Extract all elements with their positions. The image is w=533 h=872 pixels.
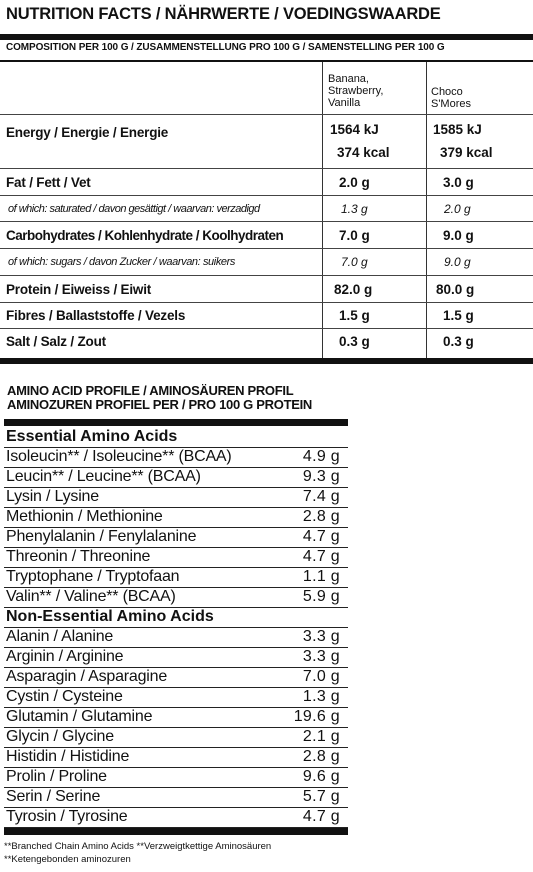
amino-acid-name: Methionin / Methionine <box>6 508 163 525</box>
amino-acid-value: 5.7 g <box>302 788 340 805</box>
amino-acid-row <box>4 487 348 508</box>
amino-acid-value: 3.3 g <box>302 628 340 645</box>
amino-acid-value: 3.3 g <box>302 648 340 665</box>
row-label: Carbohydrates / Kohlenhydrate / Koolhydraten <box>6 228 284 243</box>
amino-acid-name: Tryptophane / Tryptofaan <box>6 568 180 585</box>
amino-acid-name: Valin** / Valine** (BCAA) <box>6 588 176 605</box>
amino-acid-name: Serin / Serine <box>6 788 101 805</box>
row-label: Fibres / Ballaststoffe / Vezels <box>6 308 186 323</box>
amino-acid-value: 7.0 g <box>302 668 340 685</box>
essential-heading: Essential Amino Acids <box>4 427 348 448</box>
energy-kj-col1: 1564 kJ <box>330 122 379 137</box>
amino-acid-row <box>4 807 348 828</box>
thick-rule <box>0 358 533 364</box>
row-label: Protein / Eiweiss / Eiwit <box>6 282 152 297</box>
row-label: Energy / Energie / Energie <box>6 125 169 140</box>
value-col2: 80.0 g <box>436 282 475 297</box>
amino-acid-name: Histidin / Histidine <box>6 748 130 765</box>
amino-acid-value: 9.6 g <box>302 768 340 785</box>
amino-acid-row <box>4 627 348 648</box>
energy-kj-col2: 1585 kJ <box>433 122 482 137</box>
rule <box>0 221 533 222</box>
amino-acid-name: Lysin / Lysine <box>6 488 99 505</box>
rule <box>0 248 533 249</box>
rule <box>0 114 533 115</box>
amino-acid-value: 1.3 g <box>302 688 340 705</box>
thick-rule <box>4 828 348 835</box>
amino-acid-row <box>4 727 348 748</box>
amino-acid-row <box>4 767 348 788</box>
value-col1: 7.0 g <box>339 228 370 243</box>
column-header-choco: Choco S'Mores <box>431 86 471 110</box>
energy-kcal-col2: 379 kcal <box>440 145 493 160</box>
nutrition-subtitle: COMPOSITION PER 100 G / ZUSAMMENSTELLUNG PRO 100 G / SAMENSTELLING PER 100 G <box>6 42 445 53</box>
rule <box>0 328 533 329</box>
amino-acid-row <box>4 547 348 568</box>
rule <box>0 195 533 196</box>
amino-acid-value: 4.7 g <box>302 808 340 825</box>
value-col1: 82.0 g <box>334 282 373 297</box>
value-col1: 1.5 g <box>339 308 370 323</box>
amino-acid-row <box>4 747 348 768</box>
nutrition-title: NUTRITION FACTS / NÄHRWERTE / VOEDINGSWAARDE <box>6 5 441 23</box>
value-col2: 9.0 g <box>443 228 474 243</box>
rule <box>0 275 533 276</box>
thick-rule <box>4 419 348 426</box>
row-label: of which: saturated / davon gesättigt / waarvan: verzadigd <box>8 203 260 215</box>
amino-acid-name: Cystin / Cysteine <box>6 688 123 705</box>
amino-acid-value: 4.7 g <box>302 548 340 565</box>
amino-acid-name: Leucin** / Leucine** (BCAA) <box>6 468 201 485</box>
amino-acid-row <box>4 787 348 808</box>
value-col1: 7.0 g <box>341 255 368 269</box>
footnote: **Ketengebonden aminozuren <box>4 854 131 865</box>
value-col1: 2.0 g <box>339 175 370 190</box>
amino-acid-row <box>4 687 348 708</box>
amino-acid-name: Threonin / Threonine <box>6 548 151 565</box>
amino-acid-name: Glycin / Glycine <box>6 728 114 745</box>
column-header-banana: Banana, Strawberry, Vanilla <box>328 73 384 109</box>
value-col2: 1.5 g <box>443 308 474 323</box>
amino-acid-name: Arginin / Arginine <box>6 648 124 665</box>
amino-acid-name: Prolin / Proline <box>6 768 107 785</box>
amino-acid-row <box>4 667 348 688</box>
amino-acid-value: 2.8 g <box>302 508 340 525</box>
amino-acid-row <box>4 507 348 528</box>
amino-acid-value: 2.8 g <box>302 748 340 765</box>
amino-acid-name: Isoleucin** / Isoleucine** (BCAA) <box>6 448 232 465</box>
amino-acid-value: 19.6 g <box>293 708 340 725</box>
row-label: of which: sugars / davon Zucker / waarvan: suikers <box>8 256 235 268</box>
amino-acid-row <box>4 527 348 548</box>
value-col2: 0.3 g <box>443 334 474 349</box>
amino-acid-row <box>4 467 348 488</box>
amino-acid-row <box>4 587 348 608</box>
amino-acid-value: 5.9 g <box>302 588 340 605</box>
value-col1: 0.3 g <box>339 334 370 349</box>
value-col1: 1.3 g <box>341 202 368 216</box>
energy-kcal-col1: 374 kcal <box>337 145 390 160</box>
rule <box>0 60 533 62</box>
amino-acid-row <box>4 567 348 588</box>
rule <box>0 302 533 303</box>
rule <box>0 168 533 169</box>
amino-acid-row <box>4 447 348 468</box>
amino-title: AMINO ACID PROFILE / AMINOSÄUREN PROFIL AMINOZUREN PROFIEL PER / PRO 100 G PROTEIN <box>7 383 312 412</box>
nonessential-heading: Non-Essential Amino Acids <box>4 607 348 628</box>
amino-acid-row <box>4 647 348 668</box>
amino-acid-row <box>4 707 348 728</box>
value-col2: 9.0 g <box>444 255 471 269</box>
footnote: **Branched Chain Amino Acids **Verzweigtkettige Aminosäuren <box>4 841 272 852</box>
amino-acid-value: 4.7 g <box>302 528 340 545</box>
amino-acid-name: Asparagin / Asparagine <box>6 668 168 685</box>
amino-acid-value: 1.1 g <box>302 568 340 585</box>
amino-acid-value: 4.9 g <box>302 448 340 465</box>
amino-acid-value: 2.1 g <box>302 728 340 745</box>
thick-rule <box>0 34 533 40</box>
row-label: Salt / Salz / Zout <box>6 334 106 349</box>
amino-acid-name: Glutamin / Glutamine <box>6 708 153 725</box>
amino-acid-value: 7.4 g <box>302 488 340 505</box>
amino-acid-value: 9.3 g <box>302 468 340 485</box>
row-label: Fat / Fett / Vet <box>6 175 91 190</box>
amino-acid-name: Alanin / Alanine <box>6 628 114 645</box>
amino-acid-name: Phenylalanin / Fenylalanine <box>6 528 197 545</box>
value-col2: 2.0 g <box>444 202 471 216</box>
amino-acid-name: Tyrosin / Tyrosine <box>6 808 128 825</box>
column-divider <box>322 62 323 358</box>
column-divider <box>426 62 427 358</box>
value-col2: 3.0 g <box>443 175 474 190</box>
